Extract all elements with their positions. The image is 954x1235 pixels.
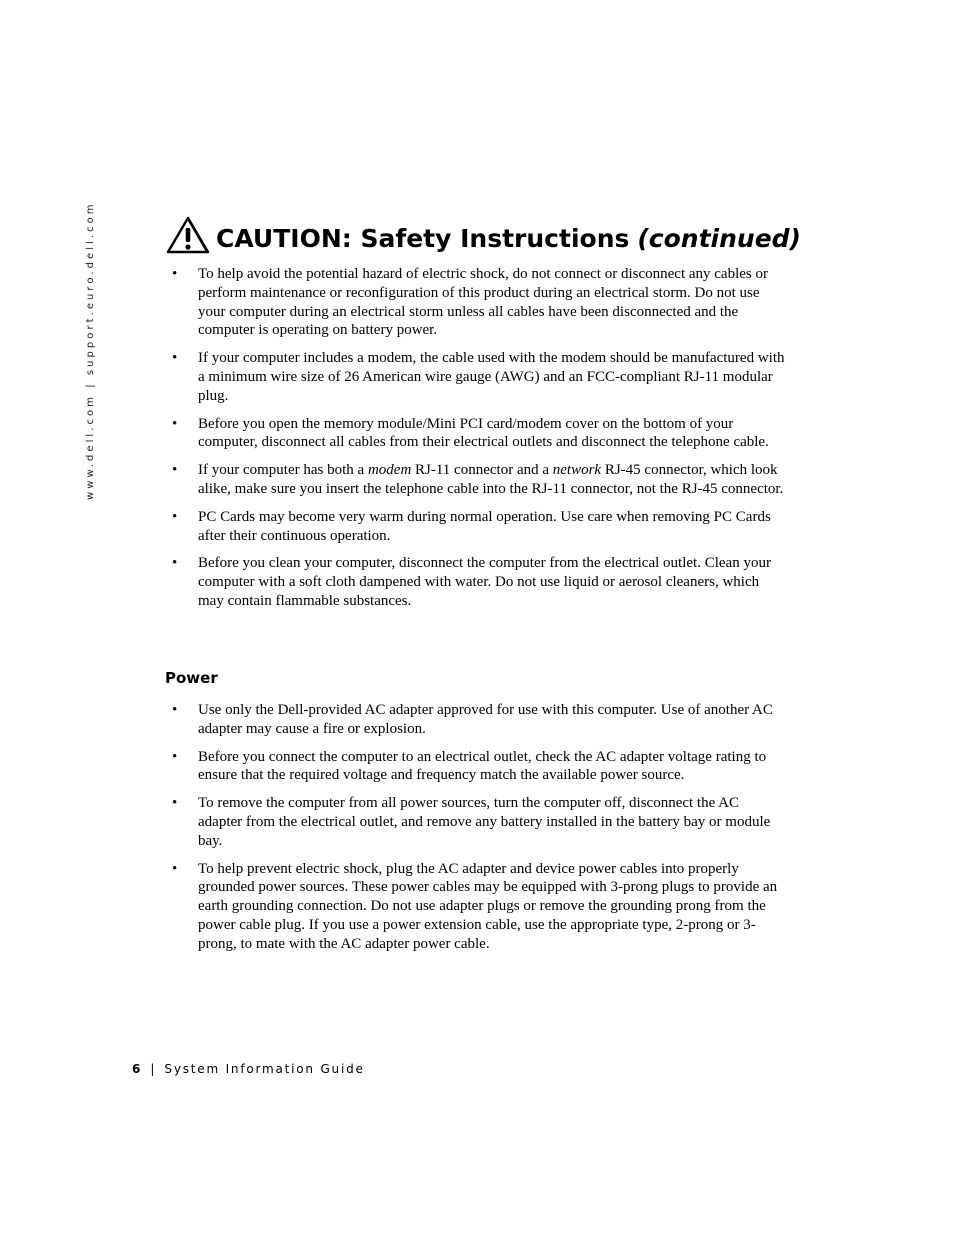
page-footer: [132, 1062, 365, 1076]
bullet-item: • Use only the Dell-provided AC adapter approved for use with this computer. Use of another AC adapter may cause a fire or explosion.: [170, 701, 785, 739]
emphasis-network: network: [552, 462, 602, 479]
bullet-item: • Before you connect the computer to an electrical outlet, check the AC adapter voltage rating to ensure that the required voltage and frequency match the available power source.: [170, 748, 785, 786]
page-title: [166, 216, 801, 260]
emphasis-modem: modem: [367, 462, 412, 479]
footer-separator: |: [150, 1062, 155, 1076]
bullet-item: • Before you clean your computer, disconnect the computer from the electrical outlet. Clean your computer with a soft cloth dampened with water. Do not use liquid or aerosol cleaners, which may contain flammable substances.: [170, 554, 785, 610]
bullet-text: If your computer has both a: [198, 462, 368, 479]
title-continued: (continued): [637, 223, 801, 253]
bullet-text: RJ-11 connector and a: [411, 462, 553, 479]
title-main: CAUTION: Safety Instructions: [216, 223, 630, 253]
bullet-item: • To help prevent electric shock, plug the AC adapter and device power cables into properly grounded power sources. These power cables may be equipped with 3-prong plugs to provide an earth grounding connection. Do not use adapter plugs or remove the grounding prong from the power cable plug. If you use a power extension cable, use the appropriate type, 2-prong or 3-prong, to mate with the AC adapter power cable.: [170, 860, 785, 954]
bullet-item: • Before you open the memory module/Mini PCI card/modem cover on the bottom of your computer, disconnect all cables from their electrical outlets and disconnect the telephone cable.: [170, 415, 785, 453]
bullet-item: • To remove the computer from all power sources, turn the computer off, disconnect the AC adapter from the electrical outlet, and remove any battery installed in the battery bay or module bay.: [170, 794, 785, 850]
section-heading-power: Power: [165, 669, 218, 687]
bullet-item: • If your computer includes a modem, the cable used with the modem should be manufactured with a minimum wire size of 26 American wire gauge (AWG) and an FCC-compliant RJ-11 modular plug.: [170, 349, 785, 405]
bullet-item: • PC Cards may become very warm during normal operation. Use care when removing PC Cards after their continuous operation.: [170, 508, 785, 546]
bullet-item: [170, 461, 785, 499]
sidebar-url: www.dell.com | support.euro.dell.com: [85, 201, 96, 500]
bullet-item: • To help avoid the potential hazard of electric shock, do not connect or disconnect any cables or perform maintenance or reconfiguration of this product during an electrical storm. Do not use your computer during an electrical storm unless all cables have been disconnected and the computer is operating on battery power.: [170, 265, 785, 340]
bullet-text: RJ-45 connector, which look alike, make sure you insert the telephone cable into the RJ-11 connector, not the RJ-45 connector.: [198, 462, 784, 497]
power-bullet-list: [170, 701, 785, 963]
caution-triangle-icon: [166, 216, 216, 260]
page-number: 6: [132, 1062, 141, 1076]
footer-title: System Information Guide: [164, 1062, 365, 1076]
safety-bullet-list: [170, 265, 785, 620]
